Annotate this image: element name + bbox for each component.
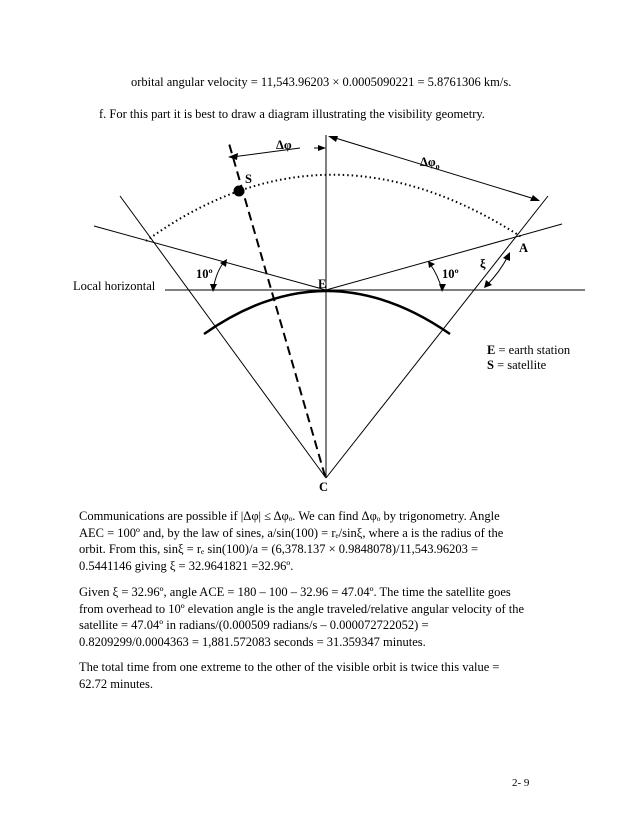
text-line: from overhead to 10º elevation angle is the angle traveled/relative angular velocity of the [79,601,525,616]
point-a-label: A [519,241,529,255]
velocity-line: orbital angular velocity = 11,543.96203 × 0.0005090221 = 5.8761306 km/s. [131,75,512,89]
item-f-line: f. For this part it is best to draw a diagram illustrating the visibility geometry. [99,107,485,121]
earth-station-label: E [318,277,327,291]
right-angle-label: 10º [442,267,459,281]
text-line: Given ξ = 32.96º, angle ACE = 180 – 100 – 32.96 = 47.04º. The time the satellite goes [79,585,511,599]
text-line: satellite = 47.04º in radians/(0.000509 radians/s – 0.000072722052) = [79,618,429,632]
text-line: 0.5441146 giving ξ = 32.9641821 =32.96º. [79,558,294,573]
delta-phi-o-right-head [530,195,540,201]
text-line: orbit. From this, sinξ = rₑ sin(100)/a = (6,378.137 × 0.9848078)/11,543.96203 = [79,542,478,556]
legend-earth-station: E = earth station [487,343,571,357]
text-line: Communications are possible if |Δφ| ≤ Δφₒ. We can find Δφₒ by trigonometry. Angle [79,509,500,523]
delta-phi-label: Δφ [276,138,292,152]
left-angle-head-bottom [210,284,217,292]
right-c-line [326,196,548,478]
xi-label: ξ [480,257,486,271]
text-line: 0.8209299/0.0004363 = 1,881.572083 seconds = 31.359347 minutes. [79,634,426,649]
text-line: 62.72 minutes. [79,676,153,691]
delta-phi-o-label: $\Delta\varphi_o$ [420,155,440,171]
local-horizontal-label: Local horizontal [73,279,156,293]
paragraph-communications [79,508,559,574]
page-number: 2- 9 [512,777,530,789]
delta-phi-o-left-head [328,136,338,142]
earth-center-label: C [319,480,329,494]
legend-satellite: S = satellite [487,358,547,372]
satellite-label: S [245,172,252,186]
earth-surface-arc [204,291,450,334]
text-line: The total time from one extreme to the other of the visible orbit is twice this value = [79,660,500,674]
delta-phi-right-arrow-head [318,145,326,151]
text-line: AEC = 100º and, by the law of sines, a/sin(100) = rₑ/sinξ, where a is the radius of the [79,525,504,540]
right-angle-head-bottom [439,284,446,292]
left-c-line [120,196,326,478]
left-angle-label: 10º [196,267,213,281]
satellite-dot [234,186,245,197]
paragraph-total-time [79,659,559,692]
paragraph-time-calculation [79,584,559,650]
orbit-arc [146,175,523,241]
